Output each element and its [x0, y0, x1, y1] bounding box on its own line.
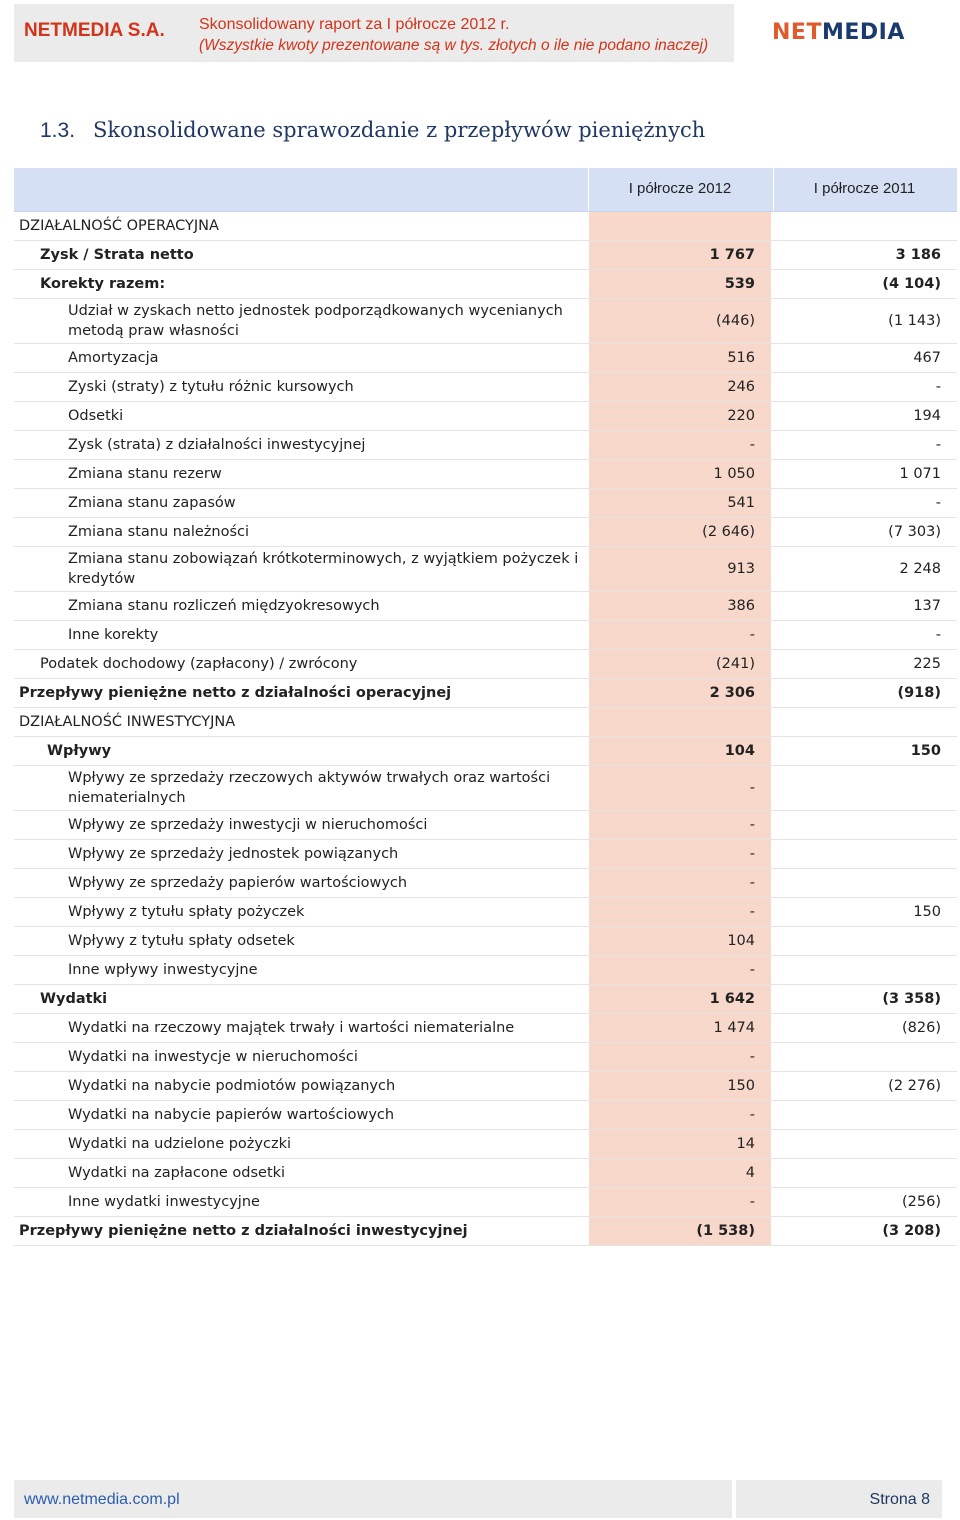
row-label: Zmiana stanu należności [68, 524, 250, 540]
value-2012 [588, 708, 772, 736]
table-row [14, 737, 957, 766]
table-row [14, 840, 957, 869]
value-2011: (826) [902, 1020, 941, 1036]
value-2011: 3 186 [895, 247, 941, 263]
row-label: Wpływy ze sprzedaży jednostek powiązanych [68, 846, 399, 862]
value-2011: (4 104) [882, 276, 941, 292]
value-2011: 225 [913, 656, 941, 672]
value-2011 [772, 840, 957, 868]
table-row [14, 708, 957, 737]
table-row [14, 650, 957, 679]
row-label: DZIAŁALNOŚĆ INWESTYCYJNA [19, 714, 236, 730]
value-2011 [772, 1043, 957, 1071]
table-row [14, 547, 957, 592]
table-row [14, 489, 957, 518]
value-2011: - [935, 627, 941, 643]
table-row [14, 1043, 957, 1072]
row-label: Zmiana stanu zobowiązań krótkoterminowych, z wyjątkiem pożyczek i kredytów [68, 551, 579, 587]
value-2012: (2 646) [588, 518, 772, 546]
value-2011: 150 [910, 743, 941, 759]
row-label: Amortyzacja [68, 350, 159, 366]
value-2012: 541 [588, 489, 772, 517]
value-2012: 150 [588, 1072, 772, 1100]
table-row [14, 1188, 957, 1217]
value-2011: (7 303) [888, 524, 941, 540]
value-2011: - [935, 437, 941, 453]
value-2012: 1 050 [588, 460, 772, 488]
value-2012: (1 538) [588, 1217, 772, 1245]
table-row [14, 1159, 957, 1188]
value-2011 [772, 1159, 957, 1187]
value-2012: 104 [588, 927, 772, 955]
logo-net-text: NET [772, 20, 822, 45]
value-2012: - [588, 1043, 772, 1071]
table-row [14, 344, 957, 373]
value-2012: 1 767 [588, 241, 772, 269]
table-row [14, 766, 957, 811]
logo-media-text: MEDIA [821, 20, 905, 45]
column-header-2011: I półrocze 2011 [813, 180, 916, 197]
row-label: Zmiana stanu rezerw [68, 466, 222, 482]
value-2012: 1 642 [588, 985, 772, 1013]
value-2011: 194 [913, 408, 941, 424]
value-2012: 539 [588, 270, 772, 298]
value-2012: - [588, 766, 772, 810]
value-2011 [772, 708, 957, 736]
value-2011: (256) [902, 1194, 941, 1210]
value-2012: - [588, 1101, 772, 1129]
table-row [14, 1130, 957, 1159]
column-header-2012: I półrocze 2012 [628, 180, 732, 197]
row-label: Zmiana stanu rozliczeń międzyokresowych [68, 598, 380, 614]
value-2011: (2 276) [888, 1078, 941, 1094]
row-label: Zysk (strata) z działalności inwestycyjnej [68, 437, 366, 453]
table-header [14, 168, 957, 212]
table-row [14, 956, 957, 985]
row-label: Inne wpływy inwestycyjne [68, 962, 258, 978]
value-2011: 137 [913, 598, 941, 614]
row-label: Wydatki na nabycie papierów wartościowych [68, 1107, 395, 1123]
row-label: Wpływy ze sprzedaży inwestycji w nieruchomości [68, 817, 428, 833]
value-2012: - [588, 431, 772, 459]
section-title-text: Skonsolidowane sprawozdanie z przepływów pieniężnych [93, 118, 706, 142]
row-label: Podatek dochodowy (zapłacony) / zwrócony [40, 656, 358, 672]
row-label: Udział w zyskach netto jednostek podporządkowanych wycenianych metodą praw własności [68, 303, 563, 339]
value-2012: - [588, 869, 772, 897]
table-row [14, 402, 957, 431]
value-2011 [772, 1101, 957, 1129]
report-note: (Wszystkie kwoty prezentowane są w tys. złotych o ile nie podano inaczej) [199, 37, 709, 54]
value-2012: - [588, 840, 772, 868]
table-row [14, 270, 957, 299]
footer-url[interactable]: www.netmedia.com.pl [24, 1491, 180, 1508]
table-row [14, 811, 957, 840]
row-label: DZIAŁALNOŚĆ OPERACYJNA [19, 218, 219, 234]
report-title: Skonsolidowany raport za I półrocze 2012 r. [199, 16, 510, 33]
value-2012: (241) [588, 650, 772, 678]
row-label: Wpływy ze sprzedaży rzeczowych aktywów trwałych oraz wartości niematerialnych [68, 770, 551, 806]
value-2011: 150 [913, 904, 941, 920]
value-2012: 516 [588, 344, 772, 372]
value-2011 [772, 766, 957, 810]
row-label: Zysk / Strata netto [40, 247, 194, 263]
table-row [14, 869, 957, 898]
value-2012: - [588, 956, 772, 984]
table-row [14, 679, 957, 708]
section-title [40, 118, 705, 143]
value-2012: - [588, 1188, 772, 1216]
row-label: Wpływy z tytułu spłaty odsetek [68, 933, 295, 949]
value-2012: - [588, 621, 772, 649]
value-2011 [772, 212, 957, 240]
value-2011: 467 [913, 350, 941, 366]
report-title-block [199, 14, 708, 56]
row-label: Wydatki na udzielone pożyczki [68, 1136, 292, 1152]
cash-flow-table [14, 168, 957, 1246]
row-label: Wpływy ze sprzedaży papierów wartościowych [68, 875, 408, 891]
value-2012: 1 474 [588, 1014, 772, 1042]
table-row [14, 898, 957, 927]
value-2011 [772, 956, 957, 984]
row-label: Wydatki na rzeczowy majątek trwały i wartości niematerialne [68, 1020, 515, 1036]
row-label: Wydatki [40, 991, 108, 1007]
table-row [14, 1101, 957, 1130]
footer-left [14, 1480, 732, 1518]
table-body [14, 212, 957, 1246]
company-name: NETMEDIA S.A. [24, 20, 165, 41]
row-label: Wydatki na zapłacone odsetki [68, 1165, 286, 1181]
table-row [14, 241, 957, 270]
value-2011: - [935, 495, 941, 511]
table-row [14, 460, 957, 489]
row-label: Przepływy pieniężne netto z działalności inwestycyjnej [19, 1223, 468, 1239]
value-2012: 913 [588, 547, 772, 591]
report-header [14, 4, 734, 62]
table-row [14, 985, 957, 1014]
table-row [14, 927, 957, 956]
row-label: Inne wydatki inwestycyjne [68, 1194, 260, 1210]
value-2011: (1 143) [888, 313, 941, 329]
value-2012: (446) [588, 299, 772, 343]
value-2011: (3 208) [882, 1223, 941, 1239]
row-label: Przepływy pieniężne netto z działalności operacyjnej [19, 685, 452, 701]
value-2012: 246 [588, 373, 772, 401]
row-label: Korekty razem: [40, 276, 166, 292]
value-2011 [772, 869, 957, 897]
value-2012: - [588, 898, 772, 926]
row-label: Odsetki [68, 408, 124, 424]
table-row [14, 212, 957, 241]
value-2012: 104 [588, 737, 772, 765]
value-2012: 4 [588, 1159, 772, 1187]
value-2011: (918) [897, 685, 941, 701]
row-label: Wpływy z tytułu spłaty pożyczek [68, 904, 305, 920]
value-2012: - [588, 811, 772, 839]
row-label: Zmiana stanu zapasów [68, 495, 236, 511]
netmedia-logo [772, 20, 905, 45]
table-row [14, 1014, 957, 1043]
value-2011 [772, 811, 957, 839]
table-row [14, 1217, 957, 1246]
table-row [14, 299, 957, 344]
value-2011: - [935, 379, 941, 395]
table-row [14, 431, 957, 460]
value-2011 [772, 1130, 957, 1158]
value-2011: 1 071 [899, 466, 941, 482]
section-number: 1.3. [40, 119, 76, 142]
table-row [14, 518, 957, 547]
value-2012: 386 [588, 592, 772, 620]
value-2012: 220 [588, 402, 772, 430]
table-row [14, 373, 957, 402]
value-2011: 2 248 [899, 561, 941, 577]
row-label: Inne korekty [68, 627, 159, 643]
value-2012: 2 306 [588, 679, 772, 707]
value-2011: (3 358) [882, 991, 941, 1007]
table-row [14, 592, 957, 621]
value-2011 [772, 927, 957, 955]
table-row [14, 1072, 957, 1101]
row-label: Wydatki na nabycie podmiotów powiązanych [68, 1078, 396, 1094]
footer-right [736, 1480, 942, 1518]
table-row [14, 621, 957, 650]
page-number: Strona 8 [869, 1491, 930, 1508]
row-label: Wpływy [47, 743, 112, 759]
value-2012 [588, 212, 772, 240]
row-label: Zyski (straty) z tytułu różnic kursowych [68, 379, 354, 395]
row-label: Wydatki na inwestycje w nieruchomości [68, 1049, 358, 1065]
value-2012: 14 [588, 1130, 772, 1158]
